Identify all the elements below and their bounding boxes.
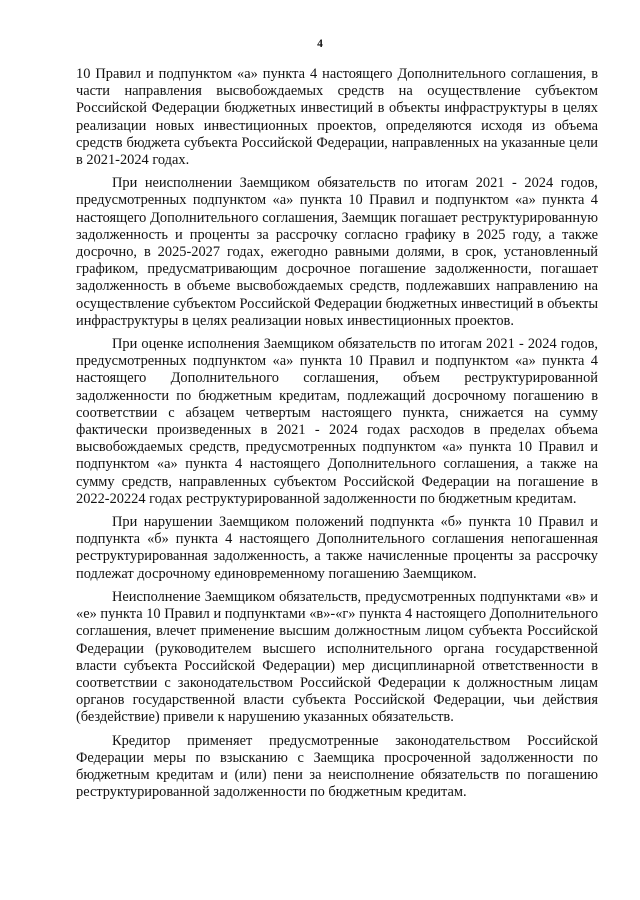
paragraph-4: При нарушении Заемщиком положений подпункта «б» пункта 10 Правил и подпункта «б» пункта 4 настоящего Дополнительного соглашения непогашенная реструктурированная задолженность, а также начисленные проценты за рассрочку подлежат досрочному единовременному погашению Заемщиком. (76, 514, 598, 582)
paragraph-6: Кредитор применяет предусмотренные законодательством Российской Федерации меры по взысканию с Заемщика просроченной задолженности по бюджетным кредитам и (или) пени за неисполнение обязательств по погашению реструктурированной задолженности по бюджетным кредитам. (76, 732, 598, 801)
paragraph-5: Неисполнение Заемщиком обязательств, предусмотренных подпунктами «в» и «е» пункта 10 Правил и подпунктами «в»-«г» пункта 4 настоящего Дополнительного соглашения, влечет применение высшим должностным лицом субъекта Российской Федерации (руководителем высшего исполнительного органа государственной власти субъекта Российской Федерации) мер дисциплинарной ответственности в соответствии с законодательством Российской Федерации к должностным лицам органов государственной власти субъекта Российской Федерации, чьи действия (бездействие) привели к нарушению указанных обязательств. (76, 588, 599, 726)
page-number: 4 (317, 38, 323, 50)
paragraph-1: 10 Правил и подпунктом «а» пункта 4 настоящего Дополнительного соглашения, в части направления высвобождаемых средств на осуществление субъектом Российской Федерации бюджетных инвестиций в объекты инфраструктуры в целях реализации новых инвестиционных проектов, определяются исходя из объема средств бюджета субъекта Российской Федерации, направленных на указанные цели в 2021-2024 годах. (76, 66, 598, 169)
document-body (76, 66, 598, 801)
paragraph-3: При оценке исполнения Заемщиком обязательств по итогам 2021 - 2024 годов, предусмотренных подпунктом «а» пункта 10 Правил и подпунктом «а» пункта 4 настоящего Дополнительного соглашения, объем реструктурированной задолженности по бюджетным кредитам, подлежащий досрочному погашению в соответствии с абзацем четвертым настоящего пункта, снижается на сумму фактически произведенных в 2021 - 2024 годах расходов в пределах объема высвобождаемых средств, предусмотренных подпунктом «а» пункта 10 Правил и подпунктом «а» пункта 4 настоящего Дополнительного соглашения, а также на сумму средств, направленных субъектом Российской Федерации на погашение в 2022-20224 годах реструктурированной задолженности по бюджетным кредитам. (76, 336, 598, 507)
paragraph-2: При неисполнении Заемщиком обязательств по итогам 2021 - 2024 годов, предусмотренных подпунктом «а» пункта 10 Правил и подпунктом «а» пункта 4 настоящего Дополнительного соглашения, Заемщик погашает реструктурированную задолженность и проценты за рассрочку согласно графику в 2025 году, а также досрочно, в 2025-2027 годах, ежегодно равными долями, в срок, установленный графиком, предусматривающим досрочное погашение задолженности, погашает задолженность в объеме высвобождаемых средств, подлежавших направлению на осуществление субъектом Российской Федерации бюджетных инвестиций в объекты инфраструктуры в целях реализации новых инвестиционных проектов. (76, 175, 598, 329)
